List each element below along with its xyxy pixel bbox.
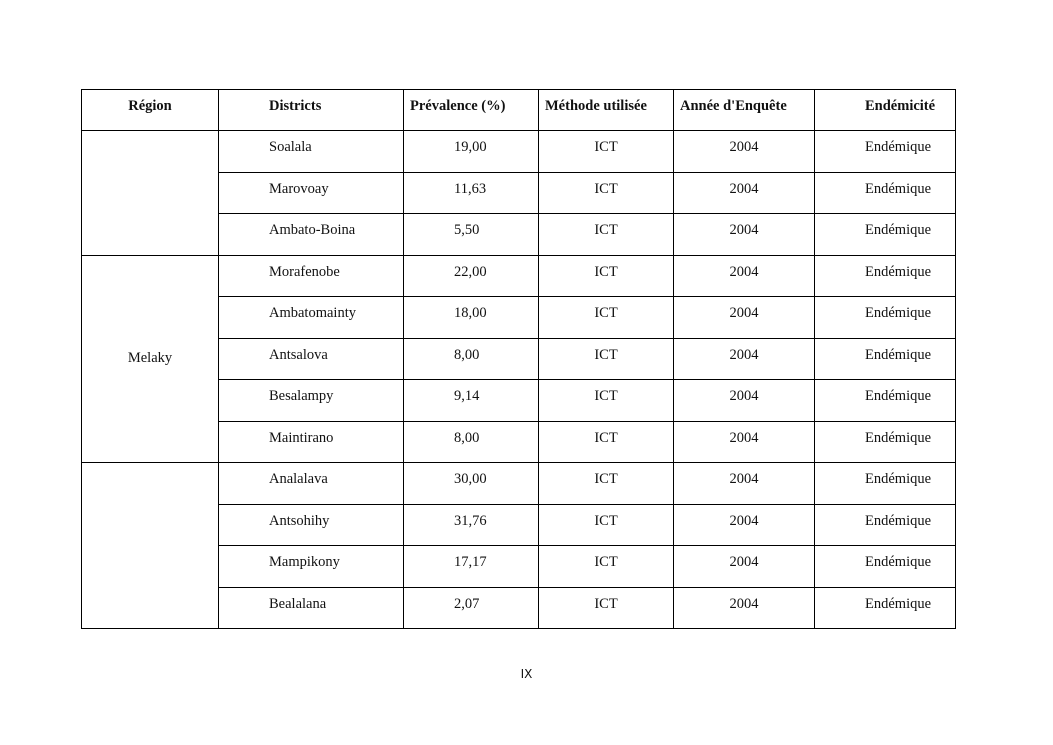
- prevalence-table: [81, 89, 956, 629]
- endemicite-cell-text: Endémique: [865, 346, 932, 363]
- methode-cell-text: ICT: [594, 222, 618, 238]
- methode-cell-text: ICT: [594, 512, 618, 529]
- prevalence-cell: [404, 380, 539, 422]
- district-cell: [219, 172, 404, 214]
- header-methode: Méthode utilisée: [539, 90, 674, 131]
- district-cell-text: Antsohihy: [269, 512, 330, 529]
- annee-cell-text: 2004: [729, 595, 759, 612]
- district-cell: [219, 421, 404, 463]
- methode-cell: [539, 463, 674, 505]
- annee-cell: [674, 255, 815, 297]
- methode-cell: [539, 131, 674, 173]
- methode-cell-text: ICT: [594, 263, 618, 280]
- prevalence-cell-text: 8,00: [454, 346, 480, 363]
- annee-cell-text: 2004: [729, 180, 759, 197]
- annee-cell: [674, 131, 815, 173]
- district-cell-text: Analalava: [269, 471, 328, 487]
- table-row: [82, 255, 956, 297]
- methode-cell: [539, 338, 674, 380]
- endemicite-cell: [815, 255, 956, 297]
- district-cell: [219, 587, 404, 629]
- endemicite-cell-text: Endémique: [865, 429, 932, 446]
- prevalence-cell: [404, 297, 539, 339]
- endemicite-cell: [815, 338, 956, 380]
- prevalence-cell: [404, 338, 539, 380]
- region-cell: [82, 463, 219, 629]
- endemicite-cell-text: Endémique: [865, 471, 932, 487]
- table-row: [82, 131, 956, 173]
- prevalence-cell-text: 2,07: [454, 595, 480, 612]
- annee-cell-text: 2004: [729, 305, 759, 321]
- district-cell-text: Morafenobe: [269, 263, 340, 280]
- region-cell: [82, 255, 219, 463]
- endemicite-cell-text: Endémique: [865, 388, 932, 404]
- methode-cell-text: ICT: [594, 429, 618, 446]
- district-cell-text: Mampikony: [269, 554, 340, 570]
- endemicite-cell: [815, 172, 956, 214]
- table-row: [82, 463, 956, 505]
- annee-cell: [674, 463, 815, 505]
- prevalence-cell: [404, 131, 539, 173]
- district-cell: [219, 297, 404, 339]
- methode-cell: [539, 214, 674, 256]
- endemicite-cell: [815, 546, 956, 588]
- header-districts: Districts: [219, 90, 404, 131]
- methode-cell-text: ICT: [594, 471, 618, 487]
- methode-cell: [539, 255, 674, 297]
- district-cell-text: Maintirano: [269, 429, 334, 446]
- endemicite-cell: [815, 214, 956, 256]
- prevalence-cell: [404, 587, 539, 629]
- header-annee: Année d'Enquête: [674, 90, 815, 131]
- district-cell-text: Soalala: [269, 139, 312, 155]
- region-cell: [82, 131, 219, 256]
- district-cell-text: Antsalova: [269, 346, 328, 363]
- methode-cell: [539, 172, 674, 214]
- prevalence-cell: [404, 214, 539, 256]
- district-cell-text: Marovoay: [269, 180, 329, 197]
- district-cell: [219, 131, 404, 173]
- methode-cell-text: ICT: [594, 595, 618, 612]
- endemicite-cell: [815, 463, 956, 505]
- prevalence-cell-text: 31,76: [454, 512, 487, 529]
- endemicite-cell: [815, 421, 956, 463]
- district-cell: [219, 463, 404, 505]
- endemicite-cell-text: Endémique: [865, 512, 932, 529]
- annee-cell-text: 2004: [729, 388, 759, 404]
- endemicite-cell-text: Endémique: [865, 595, 932, 612]
- methode-cell: [539, 421, 674, 463]
- district-cell: [219, 546, 404, 588]
- endemicite-cell-text: Endémique: [865, 263, 932, 280]
- prevalence-cell-text: 5,50: [454, 222, 480, 238]
- annee-cell: [674, 214, 815, 256]
- endemicite-cell-text: Endémique: [865, 222, 932, 238]
- prevalence-cell-text: 30,00: [454, 471, 487, 487]
- district-cell: [219, 255, 404, 297]
- methode-cell-text: ICT: [594, 305, 618, 321]
- district-cell-text: Besalampy: [269, 388, 334, 404]
- endemicite-cell: [815, 131, 956, 173]
- methode-cell-text: ICT: [594, 180, 618, 197]
- prevalence-cell-text: 19,00: [454, 139, 487, 155]
- annee-cell: [674, 587, 815, 629]
- prevalence-cell: [404, 421, 539, 463]
- district-cell: [219, 214, 404, 256]
- district-cell: [219, 380, 404, 422]
- annee-cell: [674, 546, 815, 588]
- annee-cell-text: 2004: [729, 554, 759, 570]
- methode-cell-text: ICT: [594, 139, 618, 155]
- annee-cell: [674, 504, 815, 546]
- annee-cell: [674, 338, 815, 380]
- endemicite-cell: [815, 587, 956, 629]
- annee-cell-text: 2004: [729, 263, 759, 280]
- annee-cell: [674, 297, 815, 339]
- annee-cell-text: 2004: [729, 346, 759, 363]
- annee-cell-text: 2004: [729, 139, 759, 155]
- prevalence-cell: [404, 504, 539, 546]
- endemicite-cell: [815, 380, 956, 422]
- methode-cell: [539, 546, 674, 588]
- table-header-row: [82, 90, 956, 131]
- district-cell-text: Ambato-Boina: [269, 222, 356, 238]
- endemicite-cell-text: Endémique: [865, 554, 932, 570]
- table-body: [82, 131, 956, 629]
- prevalence-cell: [404, 255, 539, 297]
- header-region: Région: [82, 90, 219, 131]
- annee-cell-text: 2004: [729, 512, 759, 529]
- prevalence-cell: [404, 463, 539, 505]
- endemicite-cell: [815, 297, 956, 339]
- annee-cell-text: 2004: [729, 429, 759, 446]
- endemicite-cell: [815, 504, 956, 546]
- prevalence-cell-text: 11,63: [454, 180, 487, 197]
- prevalence-cell-text: 18,00: [454, 305, 487, 321]
- methode-cell: [539, 380, 674, 422]
- district-cell-text: Ambatomainty: [269, 305, 356, 321]
- methode-cell-text: ICT: [594, 346, 618, 363]
- prevalence-cell-text: 17,17: [454, 554, 487, 570]
- page-number: IX: [520, 667, 533, 681]
- methode-cell: [539, 504, 674, 546]
- district-cell-text: Bealalana: [269, 595, 327, 612]
- annee-cell: [674, 172, 815, 214]
- methode-cell: [539, 587, 674, 629]
- district-cell: [219, 338, 404, 380]
- prevalence-cell: [404, 546, 539, 588]
- annee-cell: [674, 380, 815, 422]
- endemicite-cell-text: Endémique: [865, 139, 932, 155]
- district-cell: [219, 504, 404, 546]
- methode-cell: [539, 297, 674, 339]
- header-prevalence: Prévalence (%): [404, 90, 539, 131]
- prevalence-cell-text: 9,14: [454, 388, 480, 404]
- annee-cell-text: 2004: [729, 471, 759, 487]
- methode-cell-text: ICT: [594, 554, 618, 570]
- prevalence-cell-text: 22,00: [454, 263, 487, 280]
- prevalence-cell-text: 8,00: [454, 429, 480, 446]
- endemicite-cell-text: Endémique: [865, 180, 932, 197]
- prevalence-cell: [404, 172, 539, 214]
- header-endemicite: Endémicité: [815, 90, 956, 131]
- methode-cell-text: ICT: [594, 388, 618, 404]
- annee-cell-text: 2004: [729, 222, 759, 238]
- annee-cell: [674, 421, 815, 463]
- region-label: Melaky: [127, 350, 173, 367]
- endemicite-cell-text: Endémique: [865, 305, 932, 321]
